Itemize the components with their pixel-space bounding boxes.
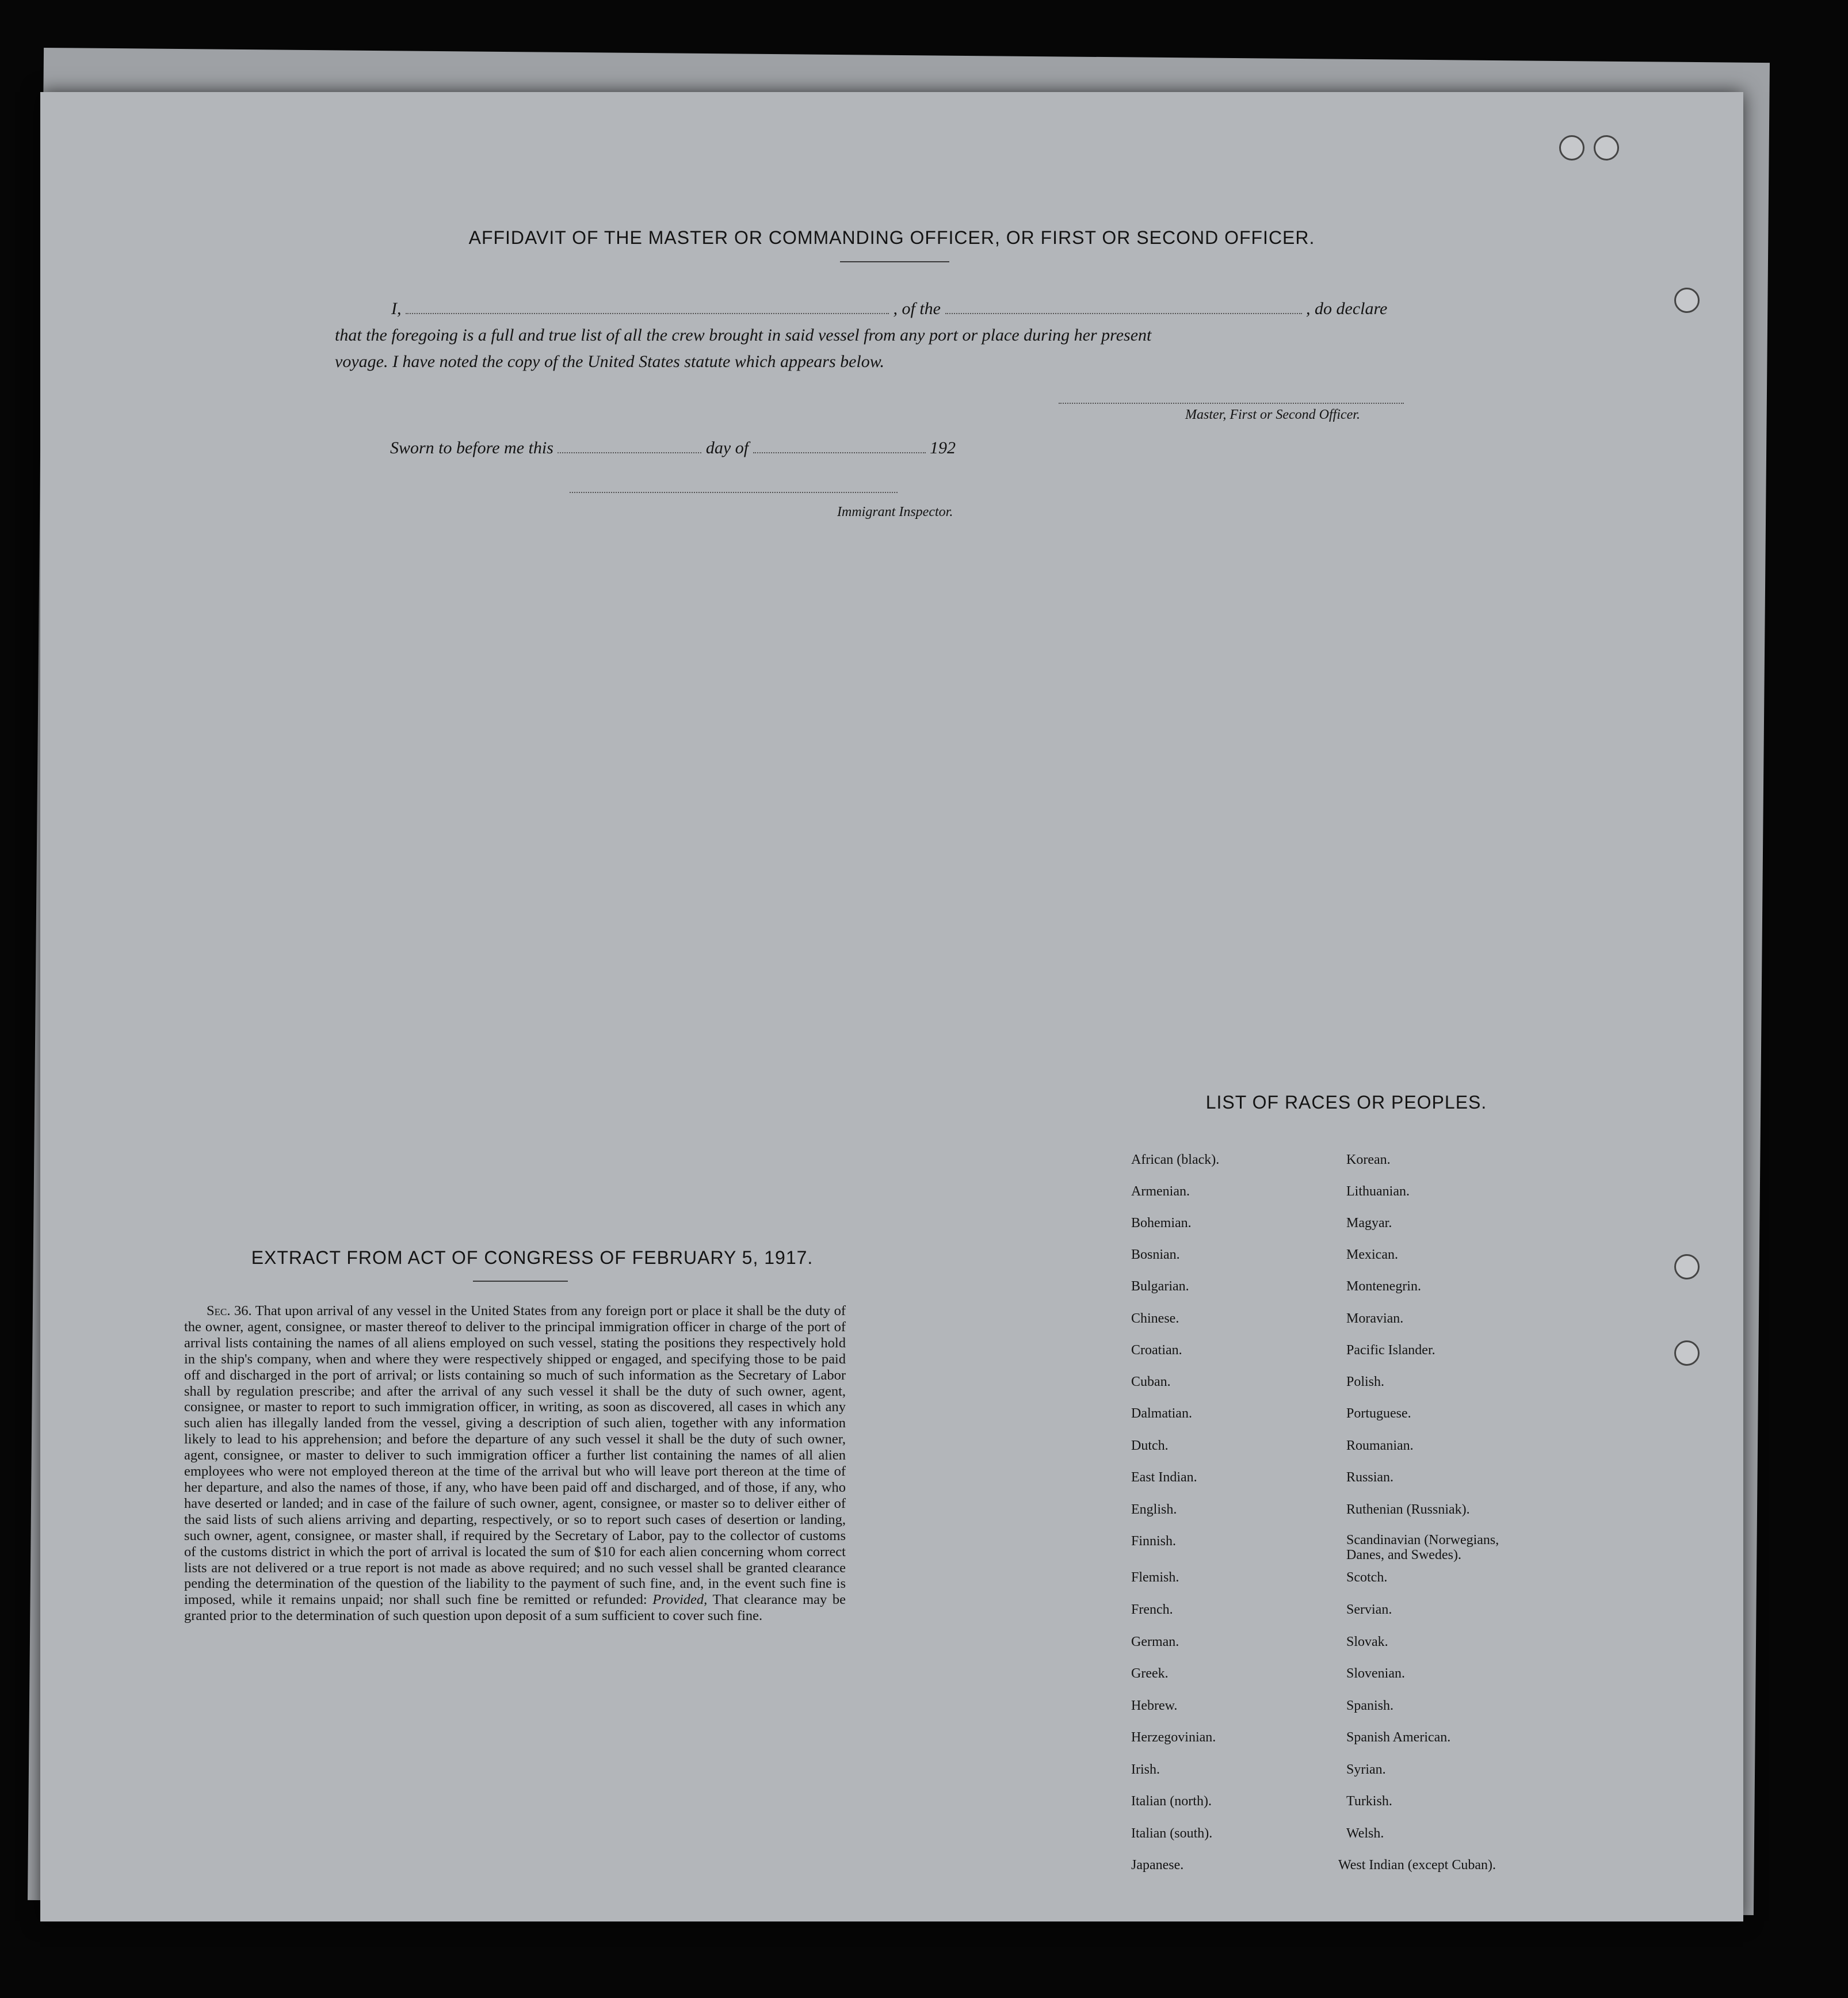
section-label: Sec. 36.	[207, 1303, 252, 1319]
title-divider	[840, 261, 949, 262]
race-left-item: German.	[1131, 1634, 1179, 1649]
master-signature-label: Master, First or Second Officer.	[1185, 407, 1360, 422]
race-left-item: African (black).	[1131, 1152, 1220, 1167]
affidavit-line-3: voyage. I have noted the copy of the United States statute which appears below.	[335, 352, 885, 371]
vessel-name-blank[interactable]	[945, 298, 1302, 314]
section-text: That upon arrival of any vessel in the United States from any foreign port or place it shall be the duty of the owner, agent, consignee, or master thereof to deliver to the principal immigration officer in charge of the port of arrival lists containing the names of all aliens employed on such vessel, stating the positions they respectively hold in the ship's company, when and where they were respectively shipped or engaged, and specifying those to be paid off and discharged in the port of arrival; or lists containing so much of such information as the Secretary of Labor shall by regulation prescribe; and after the arrival of any such vessel it shall be the duty of such owner, agent, consignee, or master to report to such immigration officer, in writing, as soon as discovered, all cases in which any such alien has illegally landed from the vessel, giving a description of such alien, together with any information likely to lead to his apprehension; and before the departure of any such vessel it shall be the duty of such owner, agent, consignee, or master to deliver to such immigration officer a further list containing the names of all alien employees who were not employed thereon at the time of the arrival but who will leave port thereon at the time of her departure, and also the names of those, if any, who have been paid off and discharged, and of those, if any, who have deserted or landed; and in case of the failure of such owner, agent, consignee, or master so to deliver either of the said lists of such aliens arriving and departing, respectively, or so to report such cases of desertion or landing, such owner, agent, consignee, or master shall, if required by the Secretary of Labor, pay to the collector of customs of the customs district in which the port of arrival is located the sum of $10 for each alien concerning whom correct lists are not delivered or a true report is not made as above required; and no such vessel shall be granted clearance pending the determination of the question of the liability to the payment of such fine, and, in the event such fine is imposed, while it remains unpaid; nor shall such fine be remitted or refunded:	[184, 1303, 846, 1608]
race-right-item: Servian.	[1346, 1602, 1392, 1617]
extract-body	[184, 1303, 846, 1624]
race-left-item: Dutch.	[1131, 1438, 1169, 1453]
race-right-item: Lithuanian.	[1346, 1184, 1410, 1199]
race-right-item: Scotch.	[1346, 1570, 1388, 1585]
race-left-item: Italian (south).	[1131, 1826, 1213, 1841]
race-right-item: Montenegrin.	[1346, 1279, 1421, 1294]
affidavit-line-1	[391, 298, 1387, 319]
race-left-item: Bosnian.	[1131, 1247, 1180, 1262]
race-left-item: East Indian.	[1131, 1470, 1197, 1485]
race-left-item: Italian (north).	[1131, 1794, 1212, 1809]
form-page	[40, 92, 1743, 1921]
race-right-item: Ruthenian (Russniak).	[1346, 1502, 1470, 1517]
race-left-item: Bulgarian.	[1131, 1279, 1189, 1294]
race-left-item: Herzegovinian.	[1131, 1730, 1216, 1745]
race-left-item: Flemish.	[1131, 1570, 1179, 1585]
race-right-item: Portuguese.	[1346, 1406, 1411, 1421]
race-left-item: Armenian.	[1131, 1184, 1190, 1199]
race-left-item: Cuban.	[1131, 1374, 1171, 1389]
sworn-day-blank[interactable]	[558, 437, 701, 453]
affidavit-i: I,	[391, 299, 402, 318]
race-right-item: Russian.	[1346, 1470, 1394, 1485]
race-right-item: Spanish American.	[1346, 1730, 1451, 1745]
race-left-item: French.	[1131, 1602, 1173, 1617]
race-right-item: Turkish.	[1346, 1794, 1392, 1809]
punch-hole	[1594, 135, 1619, 161]
race-right-item: West Indian (except Cuban).	[1338, 1858, 1496, 1873]
race-left-item: Chinese.	[1131, 1311, 1179, 1326]
race-right-item: Slovenian.	[1346, 1666, 1405, 1681]
inspector-signature-label: Immigrant Inspector.	[837, 505, 953, 519]
extract-title: EXTRACT FROM ACT OF CONGRESS OF FEBRUARY 5, 1917.	[251, 1247, 814, 1268]
affidavit-title: AFFIDAVIT OF THE MASTER OR COMMANDING OFFICER, OR FIRST OR SECOND OFFICER.	[468, 227, 1315, 248]
race-left-item: Hebrew.	[1131, 1698, 1178, 1713]
race-left-item: Japanese.	[1131, 1858, 1184, 1873]
race-left-item: Irish.	[1131, 1762, 1160, 1777]
sworn-year: 192	[930, 438, 956, 457]
race-right-item: Korean.	[1346, 1152, 1391, 1167]
race-right-item: Polish.	[1346, 1374, 1385, 1389]
race-left-item: Bohemian.	[1131, 1216, 1192, 1231]
sworn-month-blank[interactable]	[753, 437, 926, 453]
race-left-item: Greek.	[1131, 1666, 1169, 1681]
punch-hole	[1674, 1340, 1700, 1366]
section-tail: That clearance may be granted prior to the determination of such question upon deposit of a sum sufficient to cover such fine.	[184, 1592, 846, 1624]
master-signature-line[interactable]	[1059, 403, 1404, 404]
race-right-item: Pacific Islander.	[1346, 1343, 1435, 1358]
race-right-item: Roumanian.	[1346, 1438, 1414, 1453]
race-right-item: Welsh.	[1346, 1826, 1384, 1841]
affidavit-of-the: , of the	[893, 299, 941, 318]
race-left-item: Croatian.	[1131, 1343, 1182, 1358]
sworn-prefix: Sworn to before me this	[390, 438, 553, 457]
officer-name-blank[interactable]	[406, 298, 889, 314]
extract-divider	[473, 1281, 568, 1282]
punch-hole	[1559, 135, 1584, 161]
races-title: LIST OF RACES OR PEOPLES.	[1205, 1092, 1487, 1113]
sworn-day-of: day of	[705, 438, 749, 457]
affidavit-declare: , do declare	[1306, 299, 1388, 318]
race-right-item: Scandinavian (Norwegians, Danes, and Swedes).	[1346, 1533, 1499, 1563]
provided-word: Provided,	[652, 1592, 708, 1608]
race-left-item: Finnish.	[1131, 1534, 1177, 1549]
race-left-item: English.	[1131, 1502, 1177, 1517]
race-right-item: Spanish.	[1346, 1698, 1394, 1713]
affidavit-line-2: that the foregoing is a full and true list of all the crew brought in said vessel from any port or place during her present	[335, 326, 1152, 345]
race-right-item: Mexican.	[1346, 1247, 1398, 1262]
punch-hole	[1674, 288, 1700, 313]
inspector-signature-line[interactable]	[570, 492, 898, 493]
punch-hole	[1674, 1254, 1700, 1279]
race-left-item: Dalmatian.	[1131, 1406, 1192, 1421]
race-right-item: Moravian.	[1346, 1311, 1404, 1326]
race-right-item: Slovak.	[1346, 1634, 1388, 1649]
sworn-line	[390, 437, 956, 458]
race-right-item: Syrian.	[1346, 1762, 1386, 1777]
race-right-item: Magyar.	[1346, 1216, 1392, 1231]
